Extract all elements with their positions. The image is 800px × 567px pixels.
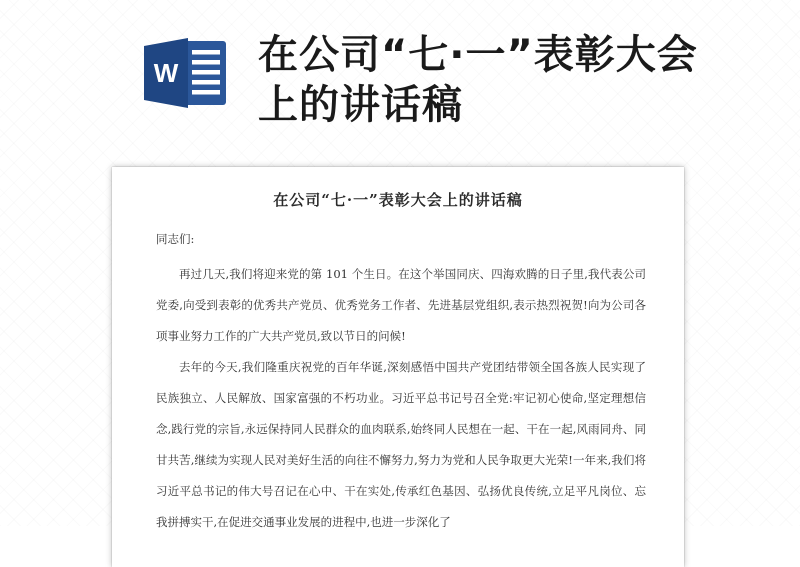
document-title: 在公司“七·一”表彰大会上的讲话稿 (273, 191, 523, 209)
word-icon-letter: W (153, 58, 179, 88)
document-paragraph: 再过几天,我们将迎来党的第 101 个生日。在这个举国同庆、四海欢腾的日子里,我代表公司党委,向受到表彰的优秀共产党员、优秀党务工作者、先进基层党组织,表示热烈祝贺!向为公司各项事业努力工作的广大共产党员,致以节日的问候! (156, 267, 646, 343)
header-banner (0, 0, 800, 160)
word-document-icon (140, 36, 230, 110)
document-greeting: 同志们: (156, 232, 195, 246)
document-body (156, 259, 646, 538)
document-page (112, 167, 684, 567)
document-paragraph: 去年的今天,我们隆重庆祝党的百年华诞,深刻感悟中国共产党团结带领全国各族人民实现了民族独立、人民解放、国家富强的不朽功业。习近平总书记号召全党:牢记初心使命,坚定理想信念,践行党的宗旨,永远保持同人民群众的血肉联系,始终同人民想在一起、干在一起,风雨同舟、同甘共苦,继续为实现人民对美好生活的向往不懈努力,努力为党和人民争取更大光荣!一年来,我们将习近平总书记的伟大号召记在心中、干在实处,传承红色基因、弘扬优良传统,立足平凡岗位、忘我拼搏实干,在促进交通事业发展的进程中,也进一步深化了 (156, 360, 646, 529)
page-title: 在公司“七·一”表彰大会上的讲话稿 (258, 32, 698, 128)
